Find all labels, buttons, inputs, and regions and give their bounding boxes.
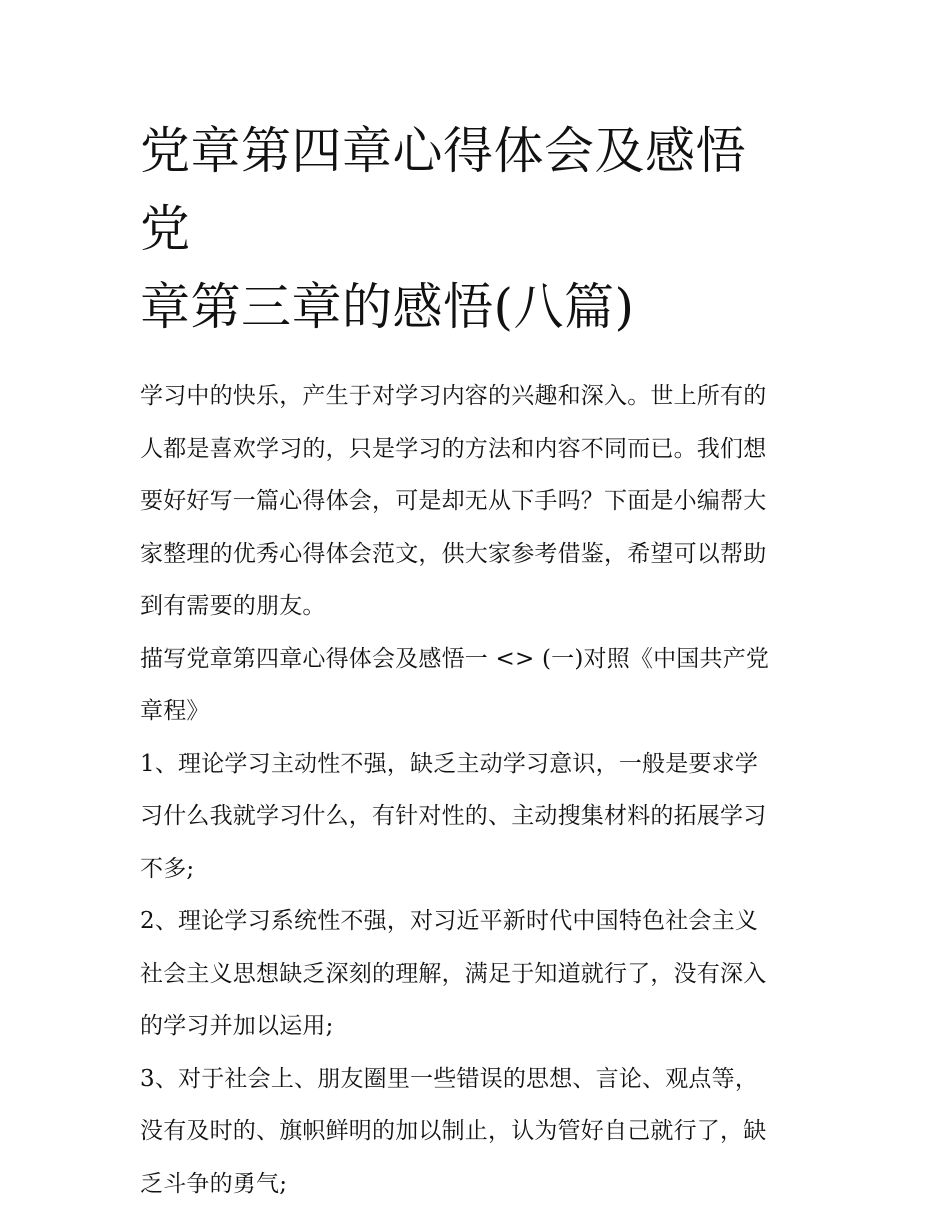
text-line: 学习中的快乐，产生于对学习内容的兴趣和深入。世上所有的 — [140, 383, 767, 409]
document-page — [140, 112, 812, 1210]
text-line: 社会主义思想缺乏深刻的理解，满足于知道就行了，没有深入 — [140, 960, 767, 987]
intro-paragraph — [140, 370, 812, 633]
text-line: 3、对于社会上、朋友圈里一些错误的思想、言论、观点等， — [140, 1065, 759, 1092]
list-item-2 — [140, 895, 812, 1053]
list-item-1 — [140, 738, 812, 896]
text-line: 人都是喜欢学习的，只是学习的方法和内容不同而已。我们想 — [140, 435, 767, 462]
document-body — [140, 370, 812, 1210]
text-line: 没有及时的、旗帜鲜明的加以制止，认为管好自己就行了，缺 — [140, 1118, 767, 1144]
text-line: 2、理论学习系统性不强，对习近平新时代中国特色社会主义 — [140, 908, 759, 934]
text-line: 描写党章第四章心得体会及感悟一 <> (一)对照《中国共产党 — [140, 645, 770, 672]
text-line: 家整理的优秀心得体会范文，供大家参考借鉴，希望可以帮助 — [140, 540, 767, 567]
document-title — [140, 112, 812, 346]
title-line: 党章第四章心得体会及感悟 党 — [140, 122, 746, 258]
text-line: 1、理论学习主动性不强，缺乏主动学习意识，一般是要求学 — [140, 750, 759, 777]
text-line: 习什么我就学习什么，有针对性的、主动搜集材料的拓展学习 — [140, 803, 767, 829]
text-line: 要好好写一篇心得体会，可是却无从下手吗？下面是小编帮大 — [140, 488, 767, 514]
list-item-3 — [140, 1053, 812, 1211]
text-line: 乏斗争的勇气; — [140, 1170, 288, 1197]
text-line: 不多; — [140, 855, 195, 882]
text-line: 的学习并加以运用; — [140, 1013, 334, 1039]
title-line: 章第三章的感悟(八篇) — [140, 278, 635, 336]
section-heading — [140, 633, 812, 738]
text-line: 到有需要的朋友。 — [140, 593, 326, 619]
text-line: 章程》 — [140, 698, 210, 724]
